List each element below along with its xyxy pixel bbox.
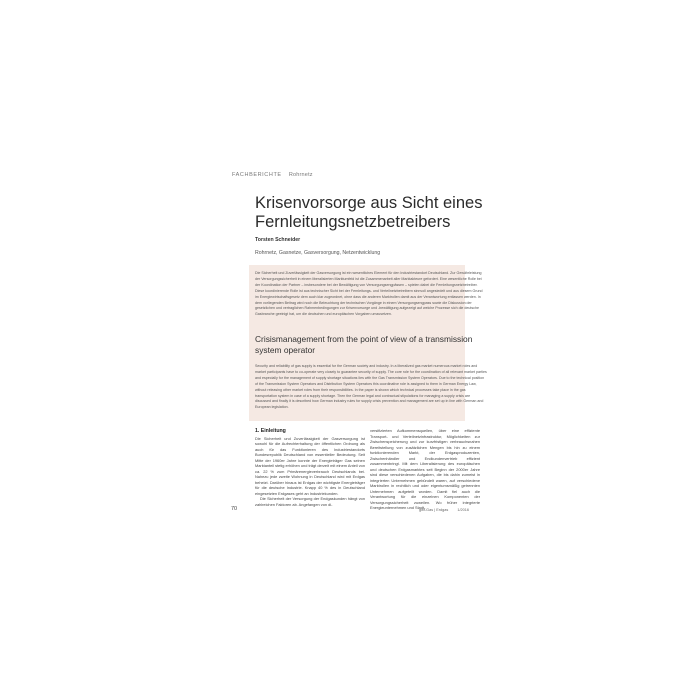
body-paragraph: Die Sicherheit und Zuverlässigkeit der Gasversorgung ist sowohl für die Aufrechterhaltung der öffentlichen Ordnung als auch für das Funktionieren des Industriestandorts Bundesrepublik Deutschland von essentieller Bedeutung. Seit Mitte der 1960er Jahre konnte der Energieträger Gas seinen Marktanteil stetig erhöhen und trägt derzeit mit einem Anteil von ca. 22 % zum Primärenergieverbrauch Deutschlands bei. Nahezu jede zweite Wohnung in Deutschland wird mit Erdgas beheizt. Darüber hinaus ist Erdgas der wichtigste Energieträger für die deutsche Industrie. Knapp 40 % des in Deutschland eingesetzten Erdgases geht an Industriekunden.	[255, 435, 365, 496]
journal-issue: 1/2016	[457, 508, 469, 512]
section-heading: 1. Einleitung	[255, 428, 286, 434]
body-column-left	[255, 428, 365, 507]
journal-name: gwf-Gas | Erdgas	[419, 508, 449, 512]
page-number: 70	[231, 506, 238, 512]
article-keywords: Rohrnetz, Gasnetze, Gasversorgung, Netzentwicklung	[255, 250, 381, 256]
journal-footer	[419, 508, 469, 512]
english-title: Crisismanagement from the point of view of a transmission system operator	[255, 334, 473, 355]
body-paragraph: versifizierten Aufkommensquellen, über eine effiziente Transport- und Verteilnetzinfrastruktur, Möglichkeiten zur Zwischenspeicherung und zur kurzfristigen verbrauchsnahen Bereitstellung von zusätzlichen Mengen bis hin zu einem funktionierenden Markt, der Erdgasproduzenten, Zwischenhändler und Endkundenvertrieb effizient zusammenbringt. Mit dem Liberalisierung des europäischen und deutschen Erdgasmarktes seit Beginn der 2000er Jahre sind diese verschiedenen Aufgaben, die bis dahin zumeist in integrierten Unternehmen gebündelt waren, auf verschiedene Marktrollen in rechtlich und oder eigentumsmäßig getrennten Unternehmen aufgeteilt worden. Damit fiel auch die Verantwortung für die einzelnen Komponenten der Versorgungssicherheit zuweilen. Wo früher integrierte Energieunternehmen und Stadt-	[370, 428, 480, 510]
abstract-german: Die Sicherheit und Zuverlässigkeit der Gasversorgung ist ein wesentliches Element für den Industriestandort Deutschland. Zur Gewährleistung der Versorgungssicherheit in einem liberalisierten Marktumfeld ist die Zusammenarbeit aller Marktakteure gefordert. Eine wesentliche Rolle bei der Koordination der Partner – insbesondere bei der Bewältigung von Versorgungsengpässen – spielen dabei die Fernleitungsnetzbetreiber. Diese koordinierende Rolle ist aus technischer Sicht bei der Fernleitungs- und Verteilnetzbetreibern sinnvoll angesiedelt und aus diesem Grund im Energiewirtschaftsgesetz dem auch klar zugeordnet, ohne dass die anderen Marktrollen damit aus der Verantwortung entlassen werden. In dem vorliegenden Beitrag wird noch die Beleuchtung der technischen Vorgänge in einem Versorgungsengpass sowie die Diskussion der gesetzlichen und vertraglichen Rahmenbedingungen zur Krisenvorsorge und -bewältigung aufgezeigt auf welche Prozesse sich die deutsche Gasbranche geeinigt hat, um die deutschen und europäischen Vorgaben umzusetzen.	[255, 271, 483, 317]
header-section: FACHBERICHTE	[232, 172, 282, 178]
article-author: Torsten Schneider	[255, 237, 301, 243]
abstract-english: Security and reliability of gas supply is essential for the German society and industry. In a liberalized gas market numerous market roles and market participants have to co-operate very closely to guarantee security of supply. The core role for the coordination of all relevant market parties and especially for the management of supply shortage situations lies with the Gas Transmission System Operators. Due to the technical position of the Transmission System Operators and Distribution System Operators this coordinative role is assigned to them in German Energy Law, without releasing other market roles from their responsibilities. In the paper is shown which technical processes take place in the gas transportation system in case of a supply shortage. Then the German legal and contractual stipulations for managing a supply crisis are discussed and finally it is described how German industry rules for supply crisis prevention and management are set up in line with German and European legislation.	[255, 364, 487, 410]
body-column-right	[370, 428, 480, 511]
article-title: Krisenvorsorge aus Sicht eines Fernleitungsnetzbetreibers	[255, 194, 483, 231]
running-header	[232, 172, 313, 178]
body-paragraph: Die Sicherheit der Versorgung der Endgaskunden hängt von zahlreichen Faktoren ab. Angefangen von di-	[255, 496, 365, 507]
header-subsection: Rohrnetz	[288, 172, 313, 178]
